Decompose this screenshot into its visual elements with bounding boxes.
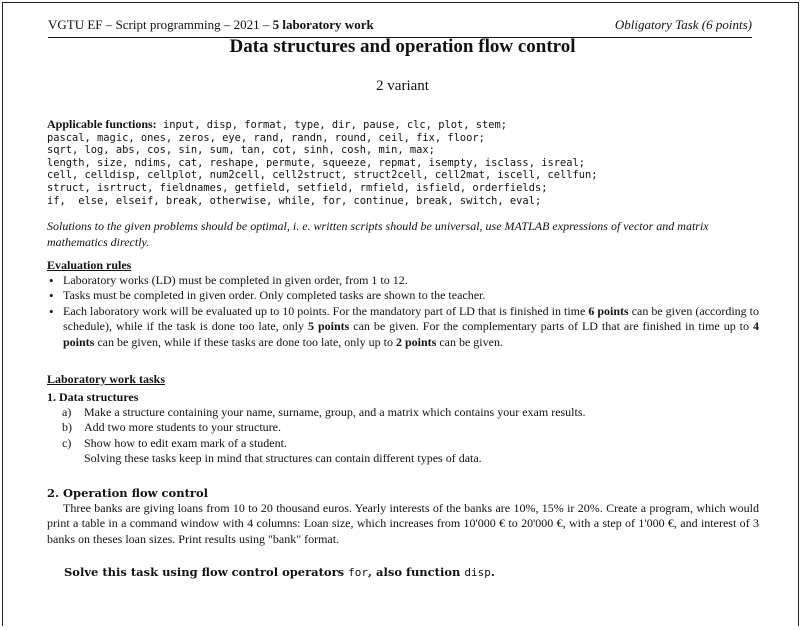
code-for: for [348,566,369,579]
task1-subtasks [62,405,762,467]
task2-description: Three banks are giving loans from 10 to 20 thousand euros. Yearly interests of the banks are 10%, 15% ir 20%. Create a program, which would print a table in a command window with 4 columns: Loan size, which increases from 10'000 € to 20'000 €, with a step of 1'000 €, and interest of 3 banks on theses loan sizes. Print results using "bank" format. [47,501,759,546]
task2-instruction: Solve this task using flow control operators for, also function disp. [64,565,495,579]
task1-note: Solving these tasks keep in mind that structures can contain different types of data. [84,451,482,466]
subtask-item: c) Show how to edit exam mark of a student. [62,435,287,450]
solution-note: Solutions to the given problems should be optimal, i. e. written scripts should be universal, use MATLAB expressions of vector and matrix mathematics directly. [47,219,709,249]
functions-line: input, disp, format, type, dir, pause, clc, plot, stem; [156,119,508,131]
rule-item: • Tasks must be completed in given order. Only completed tasks are shown to the teacher. [47,288,759,303]
functions-line: sqrt, log, abs, cos, sin, sum, tan, cot, sinh, cosh, min, max; [47,144,435,157]
functions-line: if, else, elseif, break, otherwise, while, for, continue, break, switch, eval; [47,194,542,207]
functions-line: pascal, magic, ones, zeros, eye, rand, randn, round, ceil, fix, floor; [47,131,485,144]
header-course: VGTU EF – Script programming – 2021 – 5 laboratory work [48,17,374,32]
functions-label: Applicable functions: [47,117,157,131]
functions-line: struct, isrtruct, fieldnames, getfield, setfield, rmfield, isfield, orderfields; [47,181,548,194]
task1-heading: 1. Data structures [47,390,139,404]
page-header [48,17,752,38]
rule-item: • Each laboratory work will be evaluated up to 10 points. For the mandatory part of LD that is finished in time 6 points can be given (according to schedule), while if the task is done too late, only 5 points can be given. For the complementary parts of LD that are finished in time up to 4 points can be given, while if these tasks are done too late, only up to 2 points can be given. [47,304,759,350]
functions-line: cell, celldisp, cellplot, num2cell, cell2struct, struct2cell, cell2mat, iscell, cellfun; [47,169,598,182]
functions-line: length, size, ndims, cat, reshape, permute, squeeze, repmat, isempty, isclass, isreal; [47,156,585,169]
document-title: Data structures and operation flow control [229,36,576,57]
evaluation-heading: Evaluation rules [47,258,132,272]
subtask-item: a) Make a structure containing your name, surname, group, and a matrix which contains your exam results. [62,405,586,419]
applicable-functions [47,118,767,207]
subtask-item: b) Add two more students to your structure. [62,420,281,435]
rule-item: • Laboratory works (LD) must be completed in given order, from 1 to 12. [47,273,759,288]
code-disp: disp [464,566,491,579]
header-task-info: Obligatory Task (6 points) [614,17,752,32]
variant-label: 2 variant [376,78,429,94]
tasks-heading: Laboratory work tasks [47,372,166,386]
task2-heading: 2. Operation flow control [47,486,208,500]
evaluation-rules-list [47,273,759,350]
